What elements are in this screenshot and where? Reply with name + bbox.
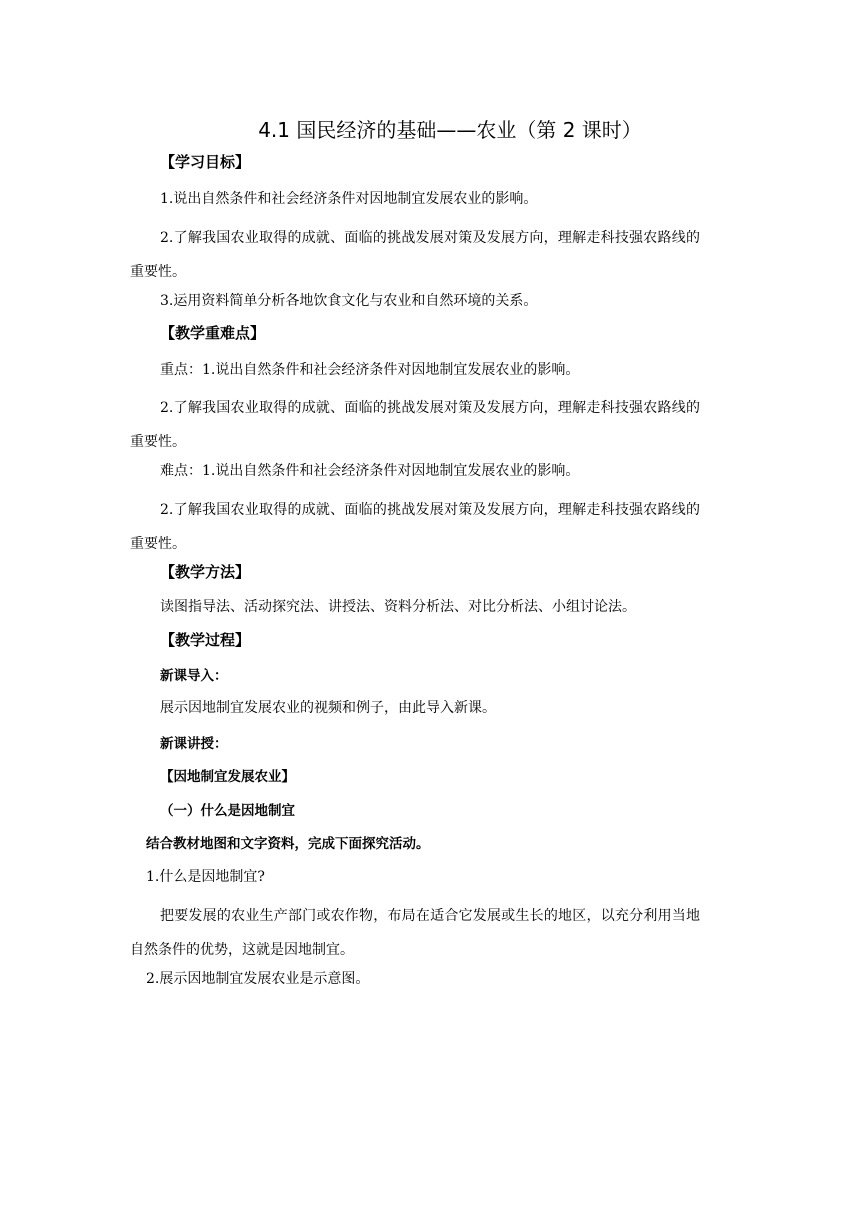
document-title: 4.1 国民经济的基础——农业（第 2 课时） bbox=[258, 118, 642, 142]
key-points-heading: 【教学重难点】 bbox=[160, 324, 266, 342]
activity-instruction: 结合教材地图和文字资料，完成下面探究活动。 bbox=[146, 836, 430, 852]
objective-item-2: 2.了解我国农业取得的成就、面临的挑战发展对策及发展方向，理解走科技强农路线的重要性。 bbox=[130, 230, 700, 280]
difficulty-item-2: 2.了解我国农业取得的成就、面临的挑战发展对策及发展方向，理解走科技强农路线的重要性。 bbox=[130, 502, 700, 552]
process-heading: 【教学过程】 bbox=[160, 631, 251, 649]
methods-text: 读图指导法、活动探究法、讲授法、资料分析法、对比分析法、小组讨论法。 bbox=[160, 599, 636, 615]
intro-label: 新课导入： bbox=[160, 668, 228, 684]
objectives-heading: 【学习目标】 bbox=[160, 153, 251, 171]
subsection-heading: （一）什么是因地制宜 bbox=[160, 803, 295, 819]
answer-1: 把要发展的农业生产部门或农作物，布局在适合它发展或生长的地区，以充分利用当地自然条件的优势，这就是因地制宜。 bbox=[130, 908, 700, 958]
objective-item-3: 3.运用资料简单分析各地饮食文化与农业和自然环境的关系。 bbox=[160, 293, 538, 309]
focus-item-2: 2.了解我国农业取得的成就、面临的挑战发展对策及发展方向，理解走科技强农路线的重要性。 bbox=[130, 400, 700, 450]
question-1: 1.什么是因地制宜? bbox=[146, 869, 265, 885]
difficulty-item-1: 难点：1.说出自然条件和社会经济条件对因地制宜发展农业的影响。 bbox=[160, 463, 580, 479]
question-2: 2.展示因地制宜发展农业是示意图。 bbox=[146, 971, 370, 987]
intro-text: 展示因地制宜发展农业的视频和例子，由此导入新课。 bbox=[160, 700, 496, 716]
lecture-label: 新课讲授： bbox=[160, 736, 228, 752]
methods-heading: 【教学方法】 bbox=[160, 563, 251, 581]
section-heading: 【因地制宜发展农业】 bbox=[160, 769, 295, 785]
objective-item-1: 1.说出自然条件和社会经济条件对因地制宜发展农业的影响。 bbox=[160, 191, 538, 207]
focus-item-1: 重点：1.说出自然条件和社会经济条件对因地制宜发展农业的影响。 bbox=[160, 362, 580, 378]
